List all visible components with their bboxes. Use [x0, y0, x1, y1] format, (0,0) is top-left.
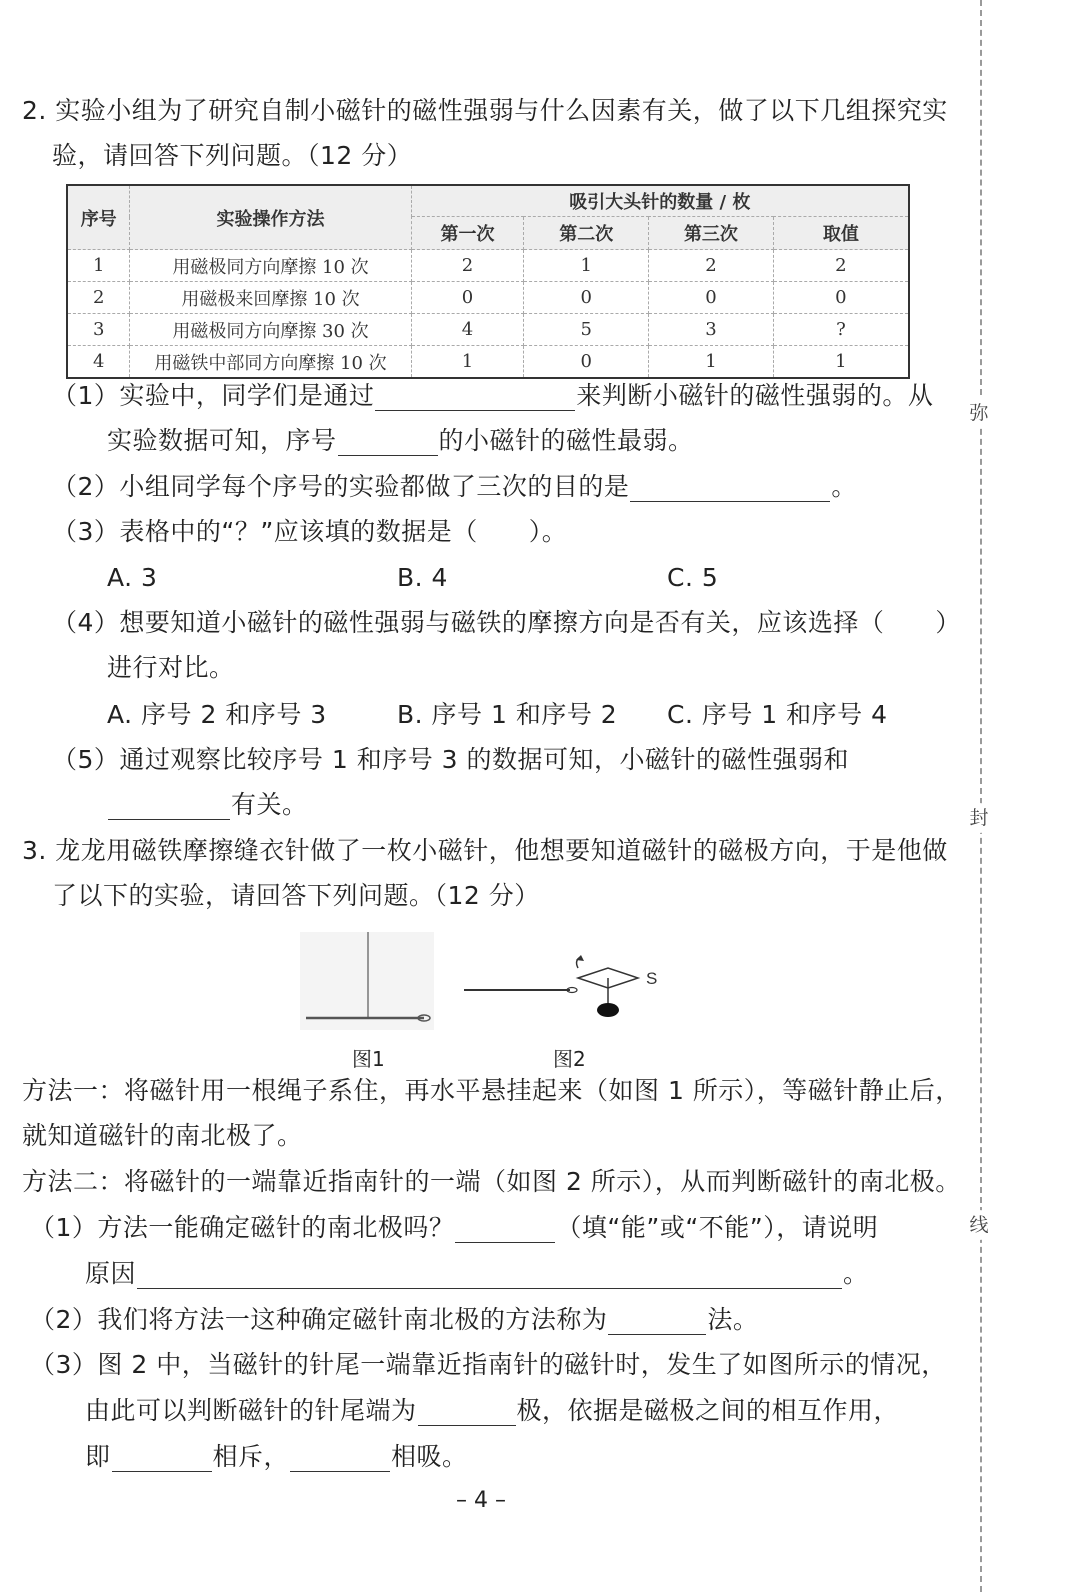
row-index: 2 [67, 282, 130, 314]
q3-sub3-line1: （3）图 2 中，当磁针的针尾一端靠近指南针的磁针时，发生了如图所示的情况， [30, 1350, 947, 1379]
q2-sub1-text-b: 来判断小磁针的磁性强弱的。从 [576, 381, 934, 410]
q3-intro-line2: 了以下的实验，请回答下列问题。（12 分） [52, 881, 540, 910]
figure-1-label: 图1 [352, 1047, 385, 1071]
experiment-table [66, 184, 910, 379]
q3-sub1-line2 [85, 1259, 869, 1289]
row-method: 用磁极来回摩擦 10 次 [130, 282, 411, 314]
q3-sub1-text-d: 。 [843, 1259, 869, 1288]
row-value: 4 [411, 314, 524, 346]
row-value: 0 [524, 282, 649, 314]
answer-blank[interactable] [630, 477, 830, 502]
binding-cut-line [980, 0, 982, 1592]
row-value: 0 [649, 282, 774, 314]
q2-sub2-text-b: 。 [831, 472, 857, 501]
q3-intro-line1: 3. 龙龙用磁铁摩擦缝衣针做了一枚小磁针，他想要知道磁针的磁极方向，于是他做 [22, 836, 948, 865]
q2-intro-line1: 2. 实验小组为了研究自制小磁针的磁性强弱与什么因素有关，做了以下几组探究实 [22, 96, 948, 125]
q3-sub3-text-f: 相吸。 [391, 1442, 468, 1471]
table-row [67, 346, 909, 379]
q2-sub4-option-a: A. 序号 2 和序号 3 [107, 700, 327, 729]
row-index: 1 [67, 250, 130, 282]
q3-sub3-text-d: 即 [85, 1442, 111, 1471]
q2-sub2-text-a: （2）小组同学每个序号的实验都做了三次的目的是 [52, 472, 630, 501]
row-value: 1 [649, 346, 774, 379]
table-header-trial-3: 第三次 [649, 217, 774, 250]
q3-sub3-line3 [85, 1442, 468, 1472]
q3-sub3-text-e: 相斥， [212, 1442, 290, 1471]
q2-sub4-line2: 进行对比。 [107, 653, 235, 682]
row-value: 0 [411, 282, 524, 314]
answer-blank[interactable] [418, 1401, 516, 1426]
figure-2-needle-and-compass [460, 950, 670, 1025]
q2-sub5-line1: （5）通过观察比较序号 1 和序号 3 的数据可知，小磁针的磁性强弱和 [52, 745, 850, 774]
q3-sub3-text-b: 由此可以判断磁针的针尾端为 [85, 1396, 417, 1425]
table-header-pin-count: 吸引大头针的数量 / 枚 [411, 185, 909, 217]
answer-blank[interactable] [455, 1218, 555, 1243]
q3-sub1-text-b: （填“能”或“不能”），请说明 [556, 1213, 879, 1242]
margin-mark-feng: 封 [964, 803, 994, 833]
margin-mark-mi: 弥 [964, 398, 994, 428]
q3-method1-line1: 方法一：将磁针用一根绳子系住，再水平悬挂起来（如图 1 所示），等磁针静止后， [22, 1076, 961, 1105]
row-value: 0 [524, 346, 649, 379]
q2-sub3-option-b: B. 4 [397, 563, 448, 592]
table-header-trial-1: 第一次 [411, 217, 524, 250]
margin-mark-xian: 线 [964, 1210, 994, 1240]
compass-pole-label: S [646, 969, 658, 988]
q2-intro-line2: 验，请回答下列问题。（12 分） [52, 141, 413, 170]
q3-method2-line: 方法二：将磁针的一端靠近指南针的一端（如图 2 所示），从而判断磁针的南北极。 [22, 1167, 961, 1196]
row-method: 用磁铁中部同方向摩擦 10 次 [130, 346, 411, 379]
row-value: 0 [773, 282, 909, 314]
q3-sub3-line2 [85, 1396, 899, 1426]
row-method: 用磁极同方向摩擦 10 次 [130, 250, 411, 282]
table-header-index: 序号 [67, 185, 130, 250]
q3-sub1-line1 [30, 1213, 878, 1243]
q3-method1-line2: 就知道磁针的南北极了。 [22, 1121, 303, 1150]
row-index: 4 [67, 346, 130, 379]
q2-sub1-line1 [52, 381, 933, 411]
q2-sub1-text-d: 的小磁针的磁性最弱。 [438, 426, 694, 455]
table-row [67, 314, 909, 346]
q2-sub4-option-c: C. 序号 1 和序号 4 [667, 700, 888, 729]
row-value: 5 [524, 314, 649, 346]
q3-sub1-text-a: （1）方法一能确定磁针的南北极吗？ [30, 1213, 455, 1242]
q3-sub2-text-a: （2）我们将方法一这种确定磁针南北极的方法称为 [30, 1305, 608, 1334]
table-header-method: 实验操作方法 [130, 185, 411, 250]
q3-sub3-text-c: 极，依据是磁极之间的相互作用， [516, 1396, 900, 1425]
figure-2-label: 图2 [553, 1047, 586, 1071]
q2-sub2-line [52, 472, 857, 502]
q2-sub1-text-a: （1）实验中，同学们是通过 [52, 381, 375, 410]
q2-sub5-line2 [107, 790, 308, 820]
q2-sub3-option-a: A. 3 [107, 563, 158, 592]
q3-sub2-line [30, 1305, 758, 1335]
row-index: 3 [67, 314, 130, 346]
row-value: ? [773, 314, 909, 346]
q2-sub3-line: （3）表格中的“？”应该填的数据是（ ）。 [52, 517, 568, 546]
row-value: 2 [649, 250, 774, 282]
answer-blank[interactable] [375, 386, 575, 411]
q2-sub3-option-c: C. 5 [667, 563, 719, 592]
q2-sub5-text-b: 有关。 [231, 790, 308, 819]
q2-sub1-text-c: 实验数据可知，序号 [107, 426, 337, 455]
answer-blank[interactable] [112, 1447, 212, 1472]
answer-blank[interactable] [137, 1264, 842, 1289]
table-header-value: 取值 [773, 217, 909, 250]
row-value: 3 [649, 314, 774, 346]
q2-sub4-option-b: B. 序号 1 和序号 2 [397, 700, 618, 729]
row-value: 1 [524, 250, 649, 282]
row-value: 1 [773, 346, 909, 379]
figure-1-hanging-needle [300, 930, 440, 1035]
row-value: 1 [411, 346, 524, 379]
answer-blank[interactable] [108, 795, 230, 820]
answer-blank[interactable] [608, 1310, 706, 1335]
table-row [67, 250, 909, 282]
q3-sub1-text-c: 原因 [85, 1259, 137, 1288]
page-number: – 4 – [456, 1488, 506, 1513]
compass-base-icon [597, 1003, 619, 1017]
q2-sub1-line2 [107, 426, 694, 456]
answer-blank[interactable] [338, 431, 438, 456]
row-value: 2 [773, 250, 909, 282]
row-value: 2 [411, 250, 524, 282]
table-header-trial-2: 第二次 [524, 217, 649, 250]
q2-sub4-line1: （4）想要知道小磁针的磁性强弱与磁铁的摩擦方向是否有关，应该选择（ ） [52, 608, 961, 637]
answer-blank[interactable] [290, 1447, 390, 1472]
q3-sub2-text-b: 法。 [707, 1305, 759, 1334]
row-method: 用磁极同方向摩擦 30 次 [130, 314, 411, 346]
table-row [67, 282, 909, 314]
